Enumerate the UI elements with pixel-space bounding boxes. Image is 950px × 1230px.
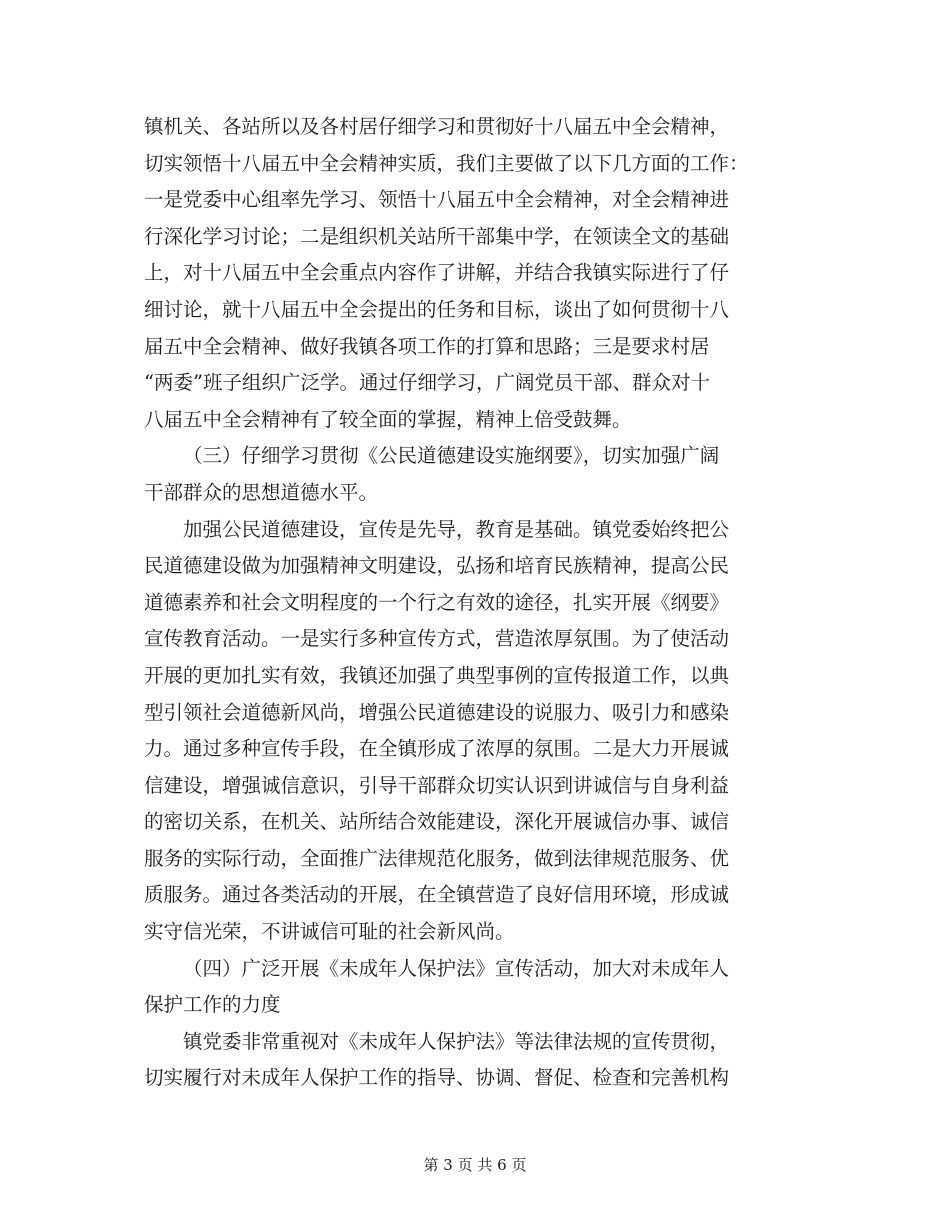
text-line: 信建设，增强诚信意识，引导干部群众切实认识到讲诚信与自身利益 [144, 773, 730, 797]
text-line: 质服务。通过各类活动的开展，在全镇营造了良好信用环境，形成诚 [144, 883, 730, 907]
text-line: 届五中全会精神、做好我镇各项工作的打算和思路；三是要求村居 [144, 334, 710, 358]
page-number-label: 第 3 页 共 6 页 [423, 1156, 527, 1174]
text-line: 力。通过多种宣传手段，在全镇形成了浓厚的氛围。二是大力开展诚 [144, 737, 730, 761]
section-heading: （三）仔细学习贯彻《公民道德建设实施纲要》，切实加强广阔 [183, 444, 720, 468]
text-line: 民道德建设做为加强精神文明建设，弘扬和培育民族精神，提高公民 [144, 554, 730, 578]
text-line: 的密切关系，在机关、站所结合效能建设，深化开展诚信办事、诚信 [144, 810, 730, 834]
text-line: “两委”班子组织广泛学。通过仔细学习，广阔党员干部、群众对十 [144, 371, 710, 395]
text-line: 开展的更加扎实有效，我镇还加强了典型事例的宣传报道工作，以典 [144, 663, 730, 687]
section-heading-continued: 干部群众的思想道德水平。 [144, 480, 379, 504]
text-line: 行深化学习讨论；二是组织机关站所干部集中学，在领读全文的基础 [144, 224, 730, 248]
text-line: 宣传教育活动。一是实行多种宣传方式，营造浓厚氛围。为了使活动 [144, 627, 730, 651]
text-line: 加强公民道德建设，宣传是先导，教育是基础。镇党委始终把公 [183, 517, 730, 541]
text-line: 一是党委中心组率先学习、领悟十八届五中全会精神，对全会精神进 [144, 188, 730, 212]
text-line: 镇党委非常重视对《未成年人保护法》等法律法规的宣传贯彻， [183, 1029, 730, 1053]
page-footer [0, 1154, 950, 1175]
section-heading-continued: 保护工作的力度 [144, 993, 281, 1017]
section-heading: （四）广泛开展《未成年人保护法》宣传活动，加大对未成年人 [183, 956, 730, 980]
text-line: 上，对十八届五中全会重点内容作了讲解，并结合我镇实际进行了仔 [144, 261, 730, 285]
text-line: 镇机关、各站所以及各村居仔细学习和贯彻好十八届五中全会精神， [144, 115, 730, 138]
text-line: 道德素养和社会文明程度的一个行之有效的途径，扎实开展《纲要》 [144, 590, 730, 614]
text-line: 实守信光荣，不讲诚信可耻的社会新风尚。 [144, 920, 515, 944]
text-line: 切实履行对未成年人保护工作的指导、协调、督促、检查和完善机构 [144, 1066, 730, 1090]
document-body [144, 109, 806, 1097]
text-line: 型引领社会道德新风尚，增强公民道德建设的说服力、吸引力和感染 [144, 700, 730, 724]
text-line: 服务的实际行动，全面推广法律规范化服务，做到法律规范服务、优 [144, 846, 730, 870]
text-line: 切实领悟十八届五中全会精神实质，我们主要做了以下几方面的工作： [144, 151, 749, 175]
text-line: 八届五中全会精神有了较全面的掌握，精神上倍受鼓舞。 [144, 407, 632, 431]
text-line: 细讨论，就十八届五中全会提出的任务和目标，谈出了如何贯彻十八 [144, 297, 730, 321]
